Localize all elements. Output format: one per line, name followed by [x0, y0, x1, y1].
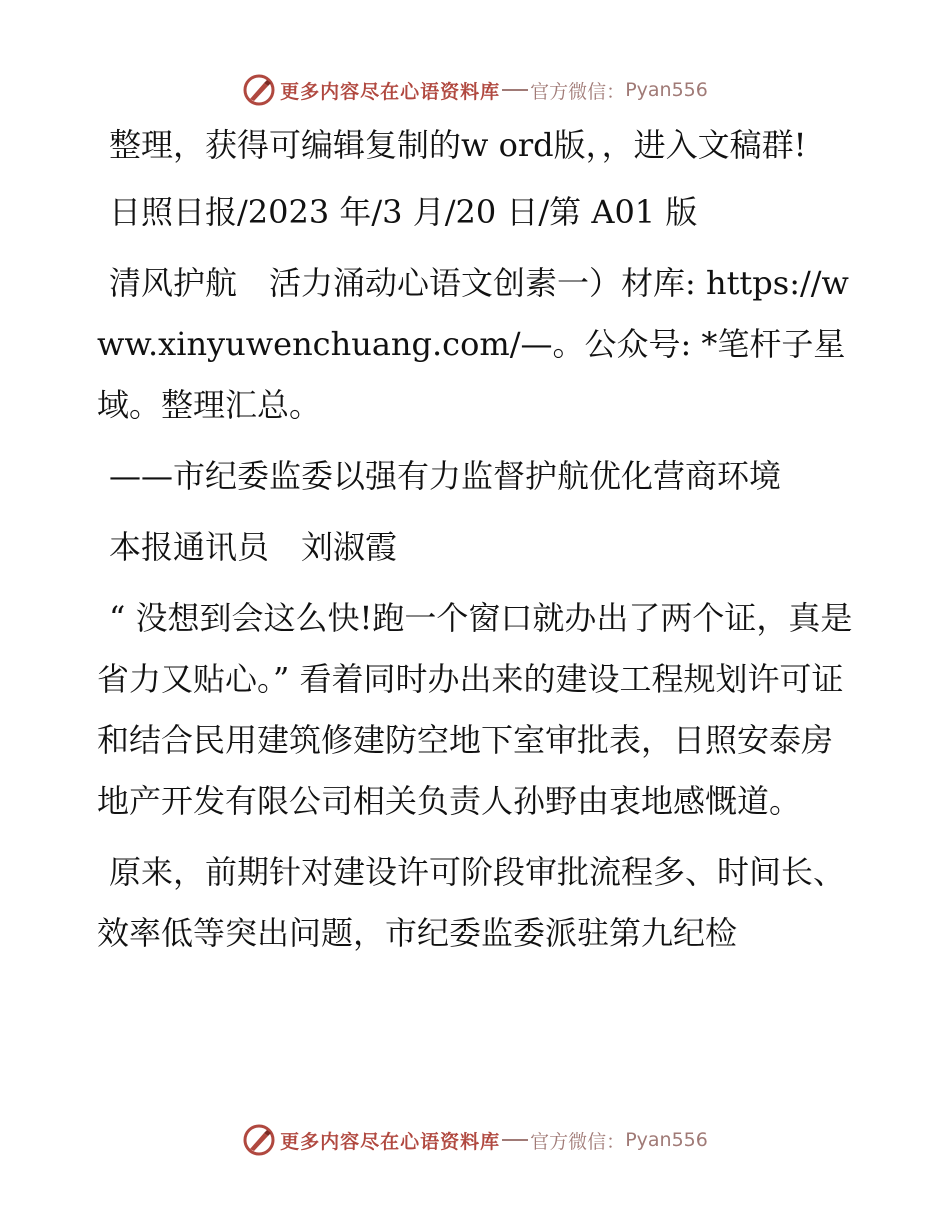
pen-circle-logo-icon [242, 1123, 276, 1157]
headline-paragraph: 清风护航 活力涌动心语文创素一）材库: https://www.xinyuwenchuang.com/—。公众号: *笔杆子星域。整理汇总。 [97, 264, 849, 424]
banner-slogan: 更多内容尽在心语资料库 [280, 80, 501, 103]
banner-wechat-id: Pyan556 [625, 79, 708, 101]
intro-paragraph: 整理，获得可编辑复制的w ord版，，进入文稿群! [109, 126, 807, 164]
banner-wechat-label: 官方微信： [530, 1130, 626, 1153]
banner-divider [502, 89, 528, 91]
subheadline: ——市纪委监委以强有力监督护航优化营商环境 [109, 457, 782, 495]
body-paragraph-2: 原来，前期针对建设许可阶段审批流程多、时间长、效率低等突出问题，市纪委监委派驻第九纪检 [97, 853, 846, 952]
byline: 本报通讯员 刘淑霞 [109, 528, 398, 566]
banner-wechat-label: 官方微信： [530, 80, 626, 103]
banner-divider [502, 1139, 528, 1141]
source-line: 日照日报/2023 年/3 月/20 日/第 A01 版 [109, 193, 698, 231]
body-paragraph-1: “ 没想到会这么快!跑一个窗口就办出了两个证，真是省力又贴心。” 看着同时办出来的建设工程规划许可证和结合民用建筑修建防空地下室审批表，日照安泰房地产开发有限公司相关负责人孙野由衷地感慨道。 [97, 599, 853, 820]
banner-slogan: 更多内容尽在心语资料库 [280, 1130, 501, 1153]
top-banner [0, 70, 950, 110]
pen-circle-logo-icon [242, 73, 276, 107]
banner-wechat-id: Pyan556 [625, 1129, 708, 1151]
bottom-banner [0, 1120, 950, 1160]
document-body [97, 115, 857, 974]
